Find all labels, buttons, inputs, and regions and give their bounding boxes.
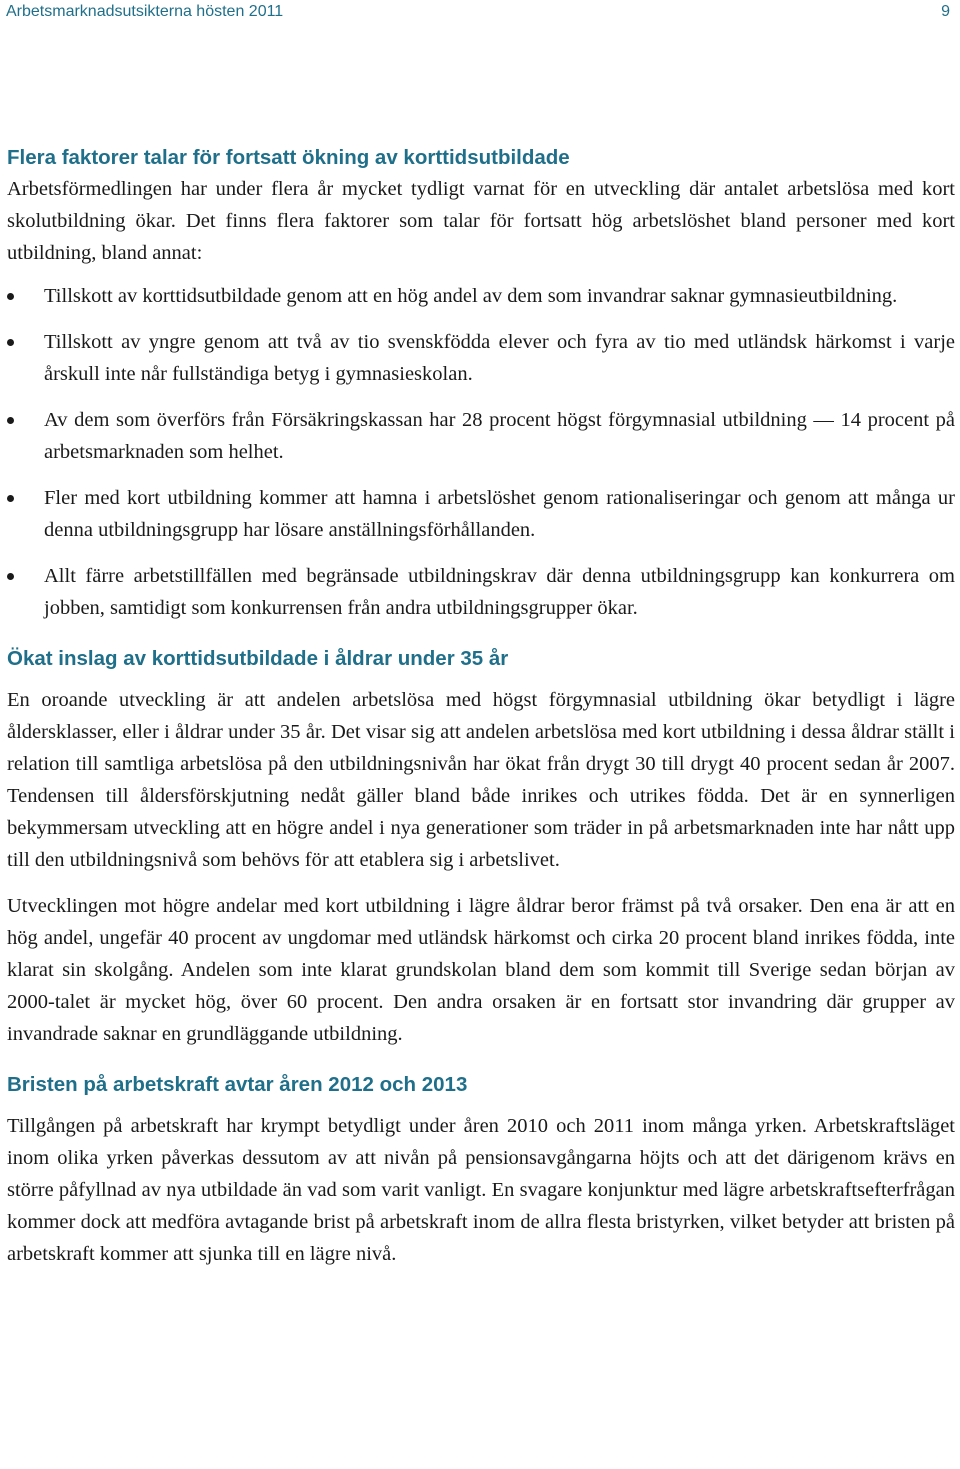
bullet-text: Av dem som överförs från Försäkringskassan har 28 procent högst förgymnasial utbildning — 14 procent på arbetsmarknaden som helhet. bbox=[44, 409, 955, 463]
running-title: Arbetsmarknadsutsikterna hösten 2011 bbox=[6, 3, 284, 20]
section-korttidsutbildade bbox=[7, 143, 955, 624]
section-heading: Bristen på arbetskraft avtar åren 2012 och 2013 bbox=[7, 1073, 468, 1096]
bullet-icon bbox=[7, 339, 14, 346]
bullet-list bbox=[7, 280, 955, 624]
bullet-icon bbox=[7, 417, 14, 424]
body-paragraph: Tillgången på arbetskraft har krympt betydligt under åren 2010 och 2011 inom många yrken. Arbetskraftsläget inom olika yrken påverkas dessutom av att nivån på pensionsavgångarna höjts och att det därigenom krävs en större påfyllnad av nya utbildade än vad som varit vanligt. En svagare konjunktur med lägre arbetskraftsefterfrågan kommer dock att medföra avtagande brist på arbetskraft inom de allra flesta bristyrken, vilket betyder att bristen på arbetskraft kommer att sjunka till en lägre nivå. bbox=[7, 1115, 955, 1265]
bullet-text: Tillskott av yngre genom att två av tio svenskfödda elever och fyra av tio med utländsk härkomst i varje årskull inte når fullständiga betyg i gymnasieskolan. bbox=[44, 331, 955, 385]
bullet-item bbox=[7, 560, 955, 624]
bullet-icon bbox=[7, 573, 14, 580]
body-paragraph: En oroande utveckling är att andelen arbetslösa med högst förgymnasial utbildning ökar betydligt i lägre åldersklasser, eller i åldrar under 35 år. Det visar sig att andelen arbetslösa med kort utbildning i dessa åldrar ställt i relation till samtliga arbetslösa på den utbildningsnivån har ökat från drygt 30 till drygt 40 procent sedan år 2007. Tendensen till åldersförskjutning nedåt gäller bland både inrikes och utrikes födda. Det är en synnerligen bekymmersam utveckling att en högre andel i nya generationer som träder in på arbetsmarknaden inte har nått upp till den utbildningsnivå som behövs för att etablera sig i arbetslivet. bbox=[7, 689, 955, 871]
bullet-icon bbox=[7, 495, 14, 502]
page-number: 9 bbox=[941, 3, 950, 20]
body-paragraph: Utvecklingen mot högre andelar med kort utbildning i lägre åldrar beror främst på två orsaker. Den ena är att en hög andel, ungefär 40 procent av ungdomar med utländsk härkomst och cirka 20 procent bland inrikes födda, inte klarat sin skolgång. Andelen som inte klarat grundskolan bland dem som kommit till Sverige sedan början av 2000-talet är mycket hög, över 60 procent. Den andra orsaken är en fortsatt stor invandring där grupper av invandrade saknar en grundläggande utbildning. bbox=[7, 895, 955, 1045]
bullet-text: Allt färre arbetstillfällen med begränsade utbildningskrav där denna utbildningsgrupp kan konkurrera om jobben, samtidigt som konkurrensen från andra utbildningsgrupper ökar. bbox=[44, 565, 955, 619]
section-aldrar-under-35 bbox=[7, 644, 955, 1050]
page-content bbox=[7, 143, 955, 1270]
running-header bbox=[6, 0, 956, 24]
bullet-text: Tillskott av korttidsutbildade genom att en hög andel av dem som invandrar saknar gymnasieutbildning. bbox=[44, 285, 898, 307]
bullet-text: Fler med kort utbildning kommer att hamna i arbetslöshet genom rationaliseringar och genom att många ur denna utbildningsgrupp har lösare anställningsförhållanden. bbox=[44, 487, 955, 541]
body-paragraph: Arbetsförmedlingen har under flera år mycket tydligt varnat för en utveckling där antalet arbetslösa med kort skolutbildning ökar. Det finns flera faktorer som talar för fortsatt hög arbetslöshet bland personer med kort utbildning, bland annat: bbox=[7, 178, 955, 264]
bullet-icon bbox=[7, 293, 14, 300]
bullet-item bbox=[7, 326, 955, 390]
section-heading: Ökat inslag av korttidsutbildade i åldrar under 35 år bbox=[7, 647, 509, 670]
bullet-item bbox=[7, 404, 955, 468]
section-heading: Flera faktorer talar för fortsatt ökning av korttidsutbildade bbox=[7, 146, 570, 169]
bullet-item bbox=[7, 482, 955, 546]
bullet-item bbox=[7, 280, 955, 312]
section-bristen-pa-arbetskraft bbox=[7, 1070, 955, 1270]
